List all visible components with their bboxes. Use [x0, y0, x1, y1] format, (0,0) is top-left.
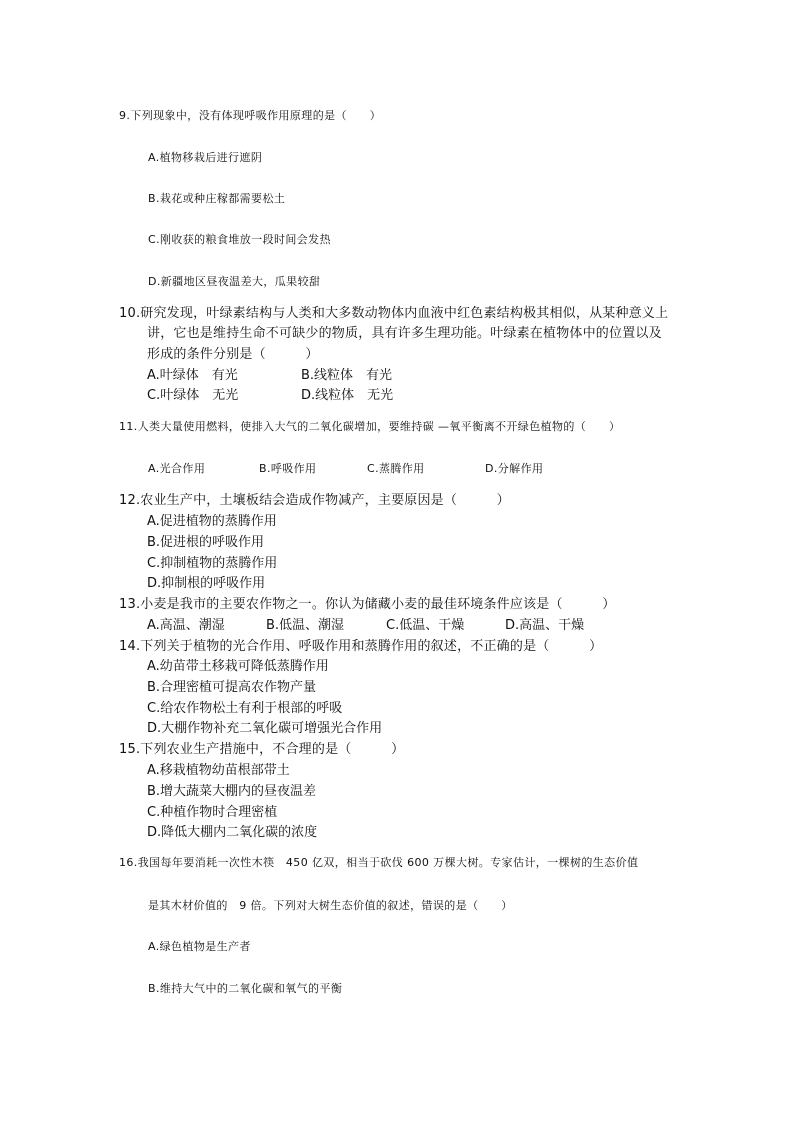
question-16-stem-line-1: 16.我国每年要消耗一次性木筷 450 亿双，相当于砍伐 600 万棵大树。专家估计，一棵树的生态价值 [119, 856, 639, 869]
question-9-option-b: B.栽花或种庄稼都需要松土 [148, 192, 286, 205]
question-15-option-a: A.移栽植物幼苗根部带土 [147, 763, 290, 778]
question-12-option-a: A.促进植物的蒸腾作用 [147, 514, 277, 529]
question-11-option-a: A.光合作用 [148, 462, 206, 475]
question-14-stem: 14.下列关于植物的光合作用、呼吸作用和蒸腾作用的叙述，不正确的是（ ） [119, 639, 603, 654]
question-15-option-c: C.种植作物时合理密植 [147, 805, 278, 820]
question-11-option-c: C.蒸腾作用 [367, 462, 425, 475]
question-9-option-d: D.新疆地区昼夜温差大，瓜果较甜 [148, 275, 321, 288]
question-14-option-c: C.给农作物松土有利于根部的呼吸 [147, 701, 343, 716]
question-12-option-b: B.促进根的呼吸作用 [147, 535, 265, 550]
question-13-option-a: A.高温、潮湿 [147, 618, 225, 633]
question-13-option-d: D.高温、干燥 [505, 618, 585, 633]
question-10-option-c: C.叶绿体 无光 [147, 388, 239, 403]
question-16-option-a: A.绿色植物是生产者 [148, 940, 251, 953]
question-10-option-d: D.线粒体 无光 [301, 388, 394, 403]
question-16-option-b: B.维持大气中的二氧化碳和氧气的平衡 [148, 982, 343, 995]
question-15-option-b: B.增大蔬菜大棚内的昼夜温差 [147, 784, 317, 799]
question-13-option-c: C.低温、干燥 [386, 618, 465, 633]
question-13-stem: 13.小麦是我市的主要农作物之一。你认为储藏小麦的最佳环境条件应该是（ ） [119, 597, 616, 612]
question-13-option-b: B.低温、潮湿 [266, 618, 345, 633]
question-14-option-a: A.幼苗带土移栽可降低蒸腾作用 [147, 659, 329, 674]
question-14-option-d: D.大棚作物补充二氧化碳可增强光合作用 [147, 721, 383, 736]
question-12-stem: 12.农业生产中，土壤板结会造成作物减产，主要原因是（ ） [119, 493, 510, 508]
question-10-option-b: B.线粒体 有光 [301, 368, 393, 383]
question-9-stem: 9.下列现象中，没有体现呼吸作用原理的是（ ） [119, 109, 382, 122]
question-9-option-a: A.植物移栽后进行遮阴 [148, 151, 263, 164]
question-9-option-c: C.刚收获的粮食堆放一段时间会发热 [148, 233, 331, 246]
question-11-option-b: B.呼吸作用 [259, 462, 317, 475]
question-16-stem-line-2: 是其木材价值的 9 倍。下列对大树生态价值的叙述，错误的是（ ） [148, 899, 513, 912]
question-10-stem-line-1: 10.研究发现，叶绿素结构与人类和大多数动物体内血液中红色素结构极其相似，从某种意义上 [119, 306, 669, 321]
question-14-option-b: B.合理密植可提高农作物产量 [147, 680, 317, 695]
question-15-option-d: D.降低大棚内二氧化碳的浓度 [147, 825, 318, 840]
question-12-option-c: C.抑制植物的蒸腾作用 [147, 556, 278, 571]
question-11-option-d: D.分解作用 [485, 462, 544, 475]
question-12-option-d: D.抑制根的呼吸作用 [147, 576, 266, 591]
question-10-stem-line-3: 形成的条件分别是（ ） [147, 347, 319, 362]
question-11-stem: 11.人类大量使用燃料，使排入大气的二氧化碳增加，要维持碳 —氧平衡离不开绿色植物的（ ） [119, 420, 621, 433]
question-15-stem: 15.下列农业生产措施中，不合理的是（ ） [119, 742, 405, 757]
question-10-option-a: A.叶绿体 有光 [147, 368, 238, 383]
question-10-stem-line-2: 讲，它也是维持生命不可缺少的物质，具有许多生理功能。叶绿素在植物体中的位置以及 [147, 326, 662, 341]
